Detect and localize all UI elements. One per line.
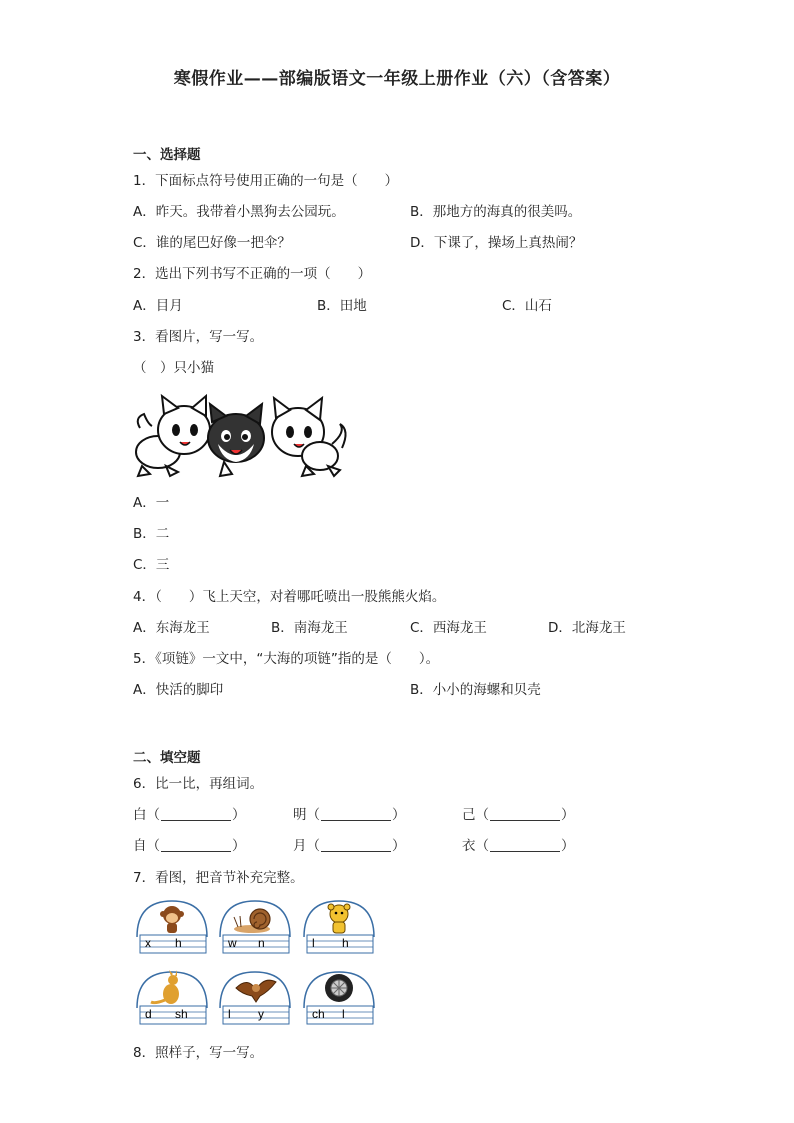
- word-group-item: 己（ ）: [462, 807, 575, 823]
- answer-blank[interactable]: [321, 837, 391, 852]
- pinyin-card-monkey: x h: [133, 897, 211, 959]
- question-5-option-b[interactable]: B．小小的海螺和贝壳: [410, 682, 541, 698]
- pinyin-card-wheel: ch l: [300, 968, 378, 1030]
- question-4-stem: 4．（ ）飞上天空，对着哪吒喷出一股熊熊火焰。: [133, 589, 446, 605]
- question-4-option-b[interactable]: B．南海龙王: [271, 620, 348, 636]
- pinyin-card-eagle: l y: [216, 968, 294, 1030]
- question-1-stem: 1．下面标点符号使用正确的一句是（ ）: [133, 173, 399, 189]
- word-group-item: 明（ ）: [293, 807, 406, 823]
- question-1-option-c[interactable]: C．谁的尾巴好像一把伞？: [133, 235, 291, 251]
- question-3-option-a[interactable]: A．一: [133, 495, 170, 511]
- answer-blank[interactable]: [161, 837, 231, 852]
- black-cat-icon: [208, 404, 264, 476]
- question-3-subprompt: （ ）只小猫: [133, 360, 214, 376]
- question-4-option-a[interactable]: A．东海龙王: [133, 620, 210, 636]
- question-4-option-c[interactable]: C．西海龙王: [410, 620, 487, 636]
- tiger-icon: [328, 904, 350, 933]
- question-2-option-c[interactable]: C．山石: [502, 298, 552, 314]
- question-5-option-a[interactable]: A．快活的脚印: [133, 682, 224, 698]
- answer-blank[interactable]: [321, 806, 391, 821]
- question-7-stem: 7．看图，把音节补充完整。: [133, 870, 304, 886]
- question-2-option-a[interactable]: A．目月: [133, 298, 183, 314]
- answer-blank[interactable]: [490, 837, 560, 852]
- question-1-option-a[interactable]: A．昨天。我带着小黑狗去公园玩。: [133, 204, 345, 220]
- question-2-option-b[interactable]: B．田地: [317, 298, 367, 314]
- answer-blank[interactable]: [490, 806, 560, 821]
- question-6-stem: 6．比一比，再组词。: [133, 776, 264, 792]
- question-2-stem: 2．选出下列书写不正确的一项（ ）: [133, 266, 372, 282]
- question-1-option-b[interactable]: B．那地方的海真的很美吗。: [410, 204, 582, 220]
- answer-blank[interactable]: [161, 806, 231, 821]
- section-heading-choice: 一、选择题: [133, 147, 201, 163]
- word-group-item: 白（ ）: [133, 807, 246, 823]
- pinyin-card-tiger: l h: [300, 897, 378, 959]
- word-group-item: 衣（ ）: [462, 838, 575, 854]
- question-4-option-d[interactable]: D．北海龙王: [548, 620, 626, 636]
- monkey-icon: [160, 906, 184, 933]
- white-cat-icon: [136, 396, 210, 476]
- three-cats-image: [132, 388, 352, 480]
- question-3-option-b[interactable]: B．二: [133, 526, 170, 542]
- pinyin-card-snail: w n: [216, 897, 294, 959]
- snail-icon: [234, 909, 270, 933]
- question-8-stem: 8．照样子，写一写。: [133, 1045, 264, 1061]
- section-heading-fill: 二、填空题: [133, 750, 201, 766]
- eagle-icon: [236, 980, 276, 1002]
- pinyin-card-kangaroo: d sh: [133, 968, 211, 1030]
- page-title: 寒假作业——部编版语文一年级上册作业（六）（含答案）: [173, 69, 621, 89]
- question-1-option-d[interactable]: D．下课了，操场上真热闹？: [410, 235, 583, 251]
- wheel-icon: [325, 974, 353, 1002]
- question-3-stem: 3．看图片，写一写。: [133, 329, 264, 345]
- question-3-option-c[interactable]: C．三: [133, 557, 170, 573]
- question-5-stem: 5．《项链》一文中，“大海的项链”指的是（ ）。: [133, 651, 440, 667]
- word-group-item: 自（ ）: [133, 838, 246, 854]
- white-cat-icon: [272, 398, 346, 476]
- word-group-item: 月（ ）: [293, 838, 406, 854]
